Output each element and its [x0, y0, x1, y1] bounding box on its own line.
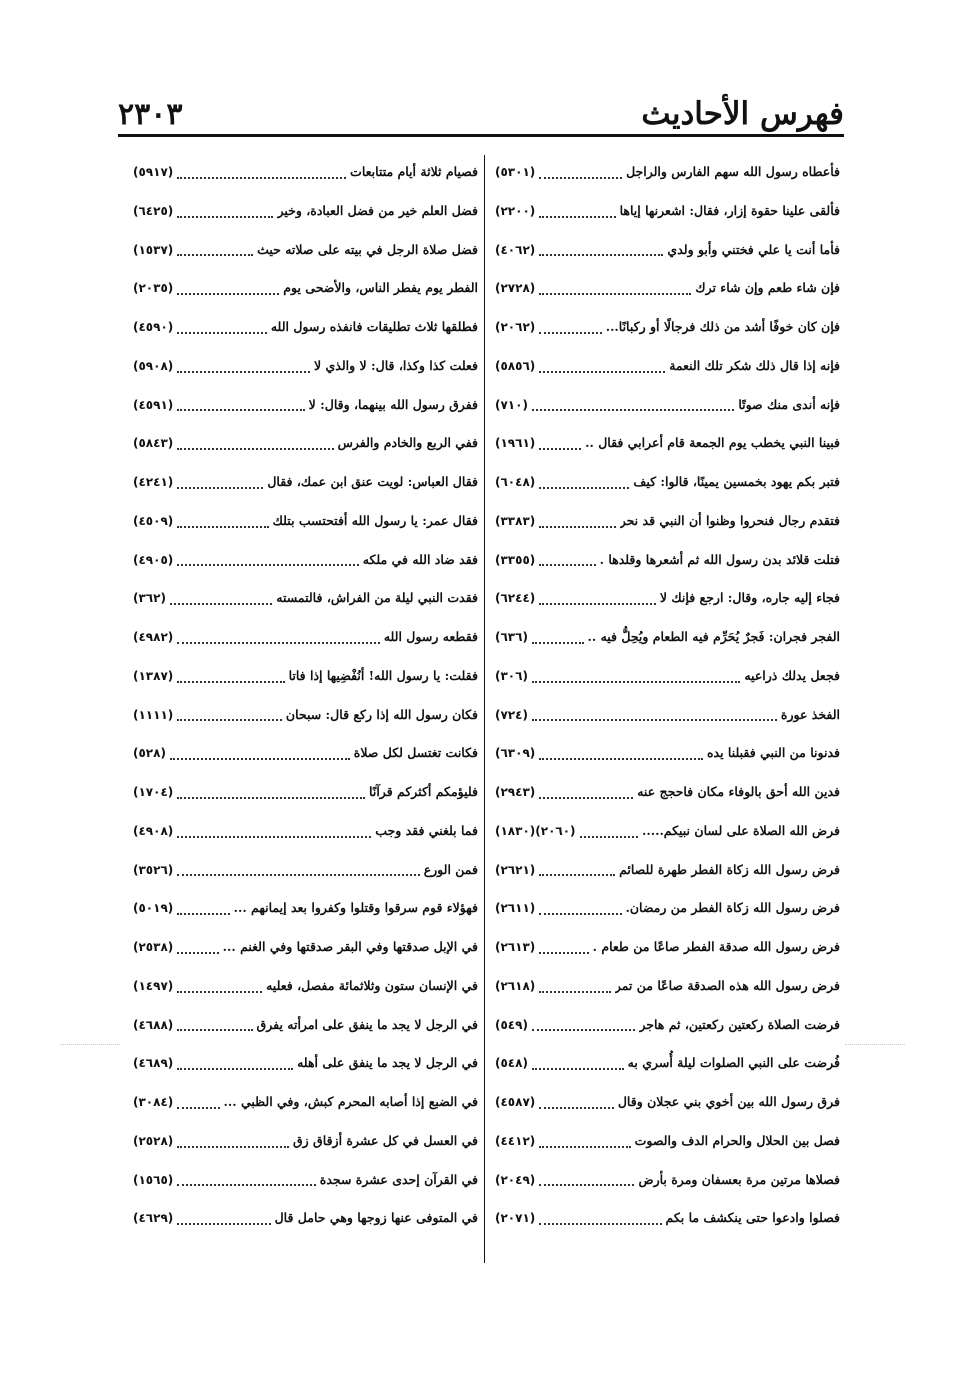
- hadith-number: (٢٦١٣): [495, 940, 536, 954]
- entry-text: ففرق رسول الله بينهما، وقال: لا: [308, 396, 478, 412]
- entry-text: فرض الله الصلاة على لسان نبيكم.....: [642, 822, 840, 838]
- index-entry: [133, 928, 478, 967]
- hadith-number: (٥٤٨): [495, 1056, 528, 1071]
- hadith-number: (٧١٠): [495, 397, 528, 412]
- entry-text: فإنه إذا قال ذلك شكر تلك النعمة: [669, 357, 840, 373]
- entry-text: فضل العلم خير من فضل العبادة، وخير: [277, 202, 478, 218]
- hadith-number: (٤٦٨٨): [133, 1017, 174, 1032]
- entry-text: فليؤمكم أكثركم قرآنًا: [369, 784, 478, 799]
- hadith-number: (٤٦٢٩): [133, 1211, 174, 1226]
- index-column-right: [495, 153, 840, 1238]
- header-rule: [118, 134, 844, 137]
- leader-dots: [539, 912, 621, 915]
- hadith-number: (٢٠٦٢): [495, 320, 536, 334]
- hadith-number: (٤٥٠٩): [133, 513, 174, 528]
- hadith-number: (٤٥٨٧): [495, 1095, 536, 1109]
- leader-dots: [532, 680, 740, 683]
- leader-dots: [532, 1028, 635, 1031]
- index-entry: [495, 734, 840, 773]
- hadith-number: (٥٠١٩): [133, 901, 174, 916]
- index-entry: [495, 192, 840, 231]
- index-entry: [495, 579, 840, 618]
- hadith-number: (١٨٣٠)(٢٠٦٠): [495, 823, 576, 838]
- index-entry: [495, 1083, 840, 1122]
- hadith-number: (٤٥٩٠): [133, 320, 174, 334]
- hadith-number: (٢٦٢١): [495, 862, 536, 877]
- index-entry: [495, 657, 840, 696]
- entry-text: الفجر فجران: فَجرٌ يُحَرِّم فيه الطعام ويُحِلُّ فيه ..: [587, 629, 840, 644]
- index-entry: [495, 153, 840, 192]
- entry-text: فصيام ثلاثة أيام متتابعات: [350, 164, 478, 179]
- leader-dots: [177, 835, 371, 838]
- index-entry: [495, 812, 840, 851]
- index-entry: [495, 347, 840, 386]
- hadith-number: (١٩٦١): [495, 436, 536, 451]
- index-entry: [133, 967, 478, 1006]
- hadith-number: (٢٥٣٨): [133, 940, 174, 954]
- hadith-number: (٢٧٢٨): [495, 281, 536, 296]
- index-entry: [495, 1199, 840, 1238]
- hadith-number: (١٥٦٥): [133, 1172, 174, 1187]
- hadith-number: (٦٤٢٥): [133, 203, 174, 218]
- entry-text: فقلت: يا رسول الله! أنُفْضِيها إذا فاتا: [288, 667, 478, 683]
- scan-artifact-right: [845, 1044, 905, 1045]
- page-header: [118, 84, 844, 130]
- entry-text: فجاء إليه جاره، وقال: ارجع فإنك لا: [659, 590, 840, 606]
- index-entry: [495, 1161, 840, 1200]
- entry-text: فصلاها مرتين مرة بعسفان ومرة بأرض: [638, 1171, 840, 1187]
- entry-text: فُرضت على النبي الصلوات ليلة أُسري به: [627, 1055, 840, 1071]
- hadith-number: (٦٣٠٩): [495, 746, 536, 761]
- leader-dots: [177, 1183, 316, 1186]
- entry-text: فدين الله أحق بالوفاء مكان فاحجج عنه: [637, 784, 840, 799]
- leader-dots: [539, 447, 581, 450]
- index-entry: [133, 618, 478, 657]
- entry-text: فقال عمر: يا رسول الله أفتحتسب بتلك: [272, 512, 478, 528]
- leader-dots: [539, 215, 615, 218]
- index-entry: [133, 347, 478, 386]
- index-entry: [133, 734, 478, 773]
- leader-dots: [177, 176, 346, 179]
- hadith-number: (٤٦٨٩): [133, 1056, 174, 1071]
- hadith-number: (١٥٣٧): [133, 242, 174, 257]
- hadith-number: (٤٩٨٢): [133, 630, 174, 644]
- index-entry: [133, 1122, 478, 1161]
- hadith-number: (١٤٩٧): [133, 978, 174, 993]
- hadith-number: (٣٠٦): [495, 668, 528, 683]
- entry-text: فرض رسول الله زكاة الفطر طهرة للصائم: [619, 861, 840, 877]
- hadith-number: (٥٣٠١): [495, 165, 536, 179]
- entry-text: فرض رسول الله زكاة الفطر من رمضان.: [625, 900, 840, 916]
- entry-text: فكانت تغتسل لكل صلاة: [353, 745, 478, 761]
- hadith-number: (٧٢٤): [495, 707, 528, 722]
- leader-dots: [532, 1067, 624, 1070]
- hadith-number: (٣٦٢): [133, 591, 166, 606]
- leader-dots: [177, 641, 380, 644]
- leader-dots: [539, 796, 633, 799]
- entry-text: فعلت كذا وكذا، قال: لا والذي لا: [314, 357, 478, 373]
- leader-dots: [177, 447, 333, 450]
- hadith-number: (٦٢٤٤): [495, 591, 536, 606]
- leader-dots: [532, 408, 734, 411]
- index-entry: [495, 967, 840, 1006]
- index-entry: [133, 308, 478, 347]
- entry-text: فرض رسول الله هذه الصدقة صاعًا من تمر: [614, 977, 840, 993]
- leader-dots: [177, 680, 284, 683]
- leader-dots: [539, 1145, 630, 1148]
- entry-text: فقطعه رسول الله: [383, 629, 478, 644]
- hadith-number: (٥٨٤٣): [133, 436, 174, 451]
- leader-dots: [539, 253, 663, 256]
- index-entry: [495, 424, 840, 463]
- entry-text: في الضبع إذا أصابه المحرم كبش، وفي الظبي ...: [223, 1094, 478, 1109]
- index-entry: [133, 424, 478, 463]
- hadith-number: (٥٩٠٨): [133, 358, 174, 373]
- entry-text: فقد ضاد الله في ملكه: [362, 551, 478, 567]
- index-entry: [133, 696, 478, 735]
- index-entry: [495, 1044, 840, 1083]
- entry-text: فقدت النبي ليلة من الفراش، فالتمسته: [276, 590, 478, 606]
- index-entry: [133, 1083, 478, 1122]
- leader-dots: [177, 486, 263, 489]
- leader-dots: [177, 370, 310, 373]
- entry-text: فمن الورع: [423, 861, 478, 877]
- entry-text: فقال العباس: لويت عنق ابن عمك، فقال: [267, 474, 478, 489]
- leader-dots: [177, 1222, 270, 1225]
- hadith-number: (٣٣٥٥): [495, 552, 536, 567]
- index-entry: [495, 386, 840, 425]
- index-entry: [133, 541, 478, 580]
- leader-dots: [539, 990, 611, 993]
- entry-text: في العسل في كل عشرة أزقاق زق: [292, 1132, 478, 1148]
- index-entry: [133, 269, 478, 308]
- leader-dots: [539, 873, 615, 876]
- entry-text: فتقدم رجال فنحروا وظنوا أن النبي قد نحر: [619, 512, 840, 528]
- hadith-number: (٥٢٨): [133, 746, 166, 761]
- index-entry: [495, 928, 840, 967]
- index-entry: [495, 231, 840, 270]
- hadith-number: (١٧٠٤): [133, 785, 174, 799]
- scan-artifact-left: [60, 1044, 120, 1045]
- entry-text: فكان رسول الله إذا ركع قال: سبحان: [285, 706, 478, 722]
- leader-dots: [177, 1067, 293, 1070]
- entry-text: فإنه أندى منك صوتًا: [738, 396, 840, 412]
- leader-dots: [170, 602, 272, 605]
- leader-dots: [539, 176, 622, 179]
- index-entry: [495, 696, 840, 735]
- entry-text: فرض رسول الله صدقة الفطر صاعًا من طعام .: [592, 939, 840, 954]
- hadith-number: (٢٠٣٥): [133, 281, 174, 296]
- hadith-number: (٤٩٠٨): [133, 823, 174, 838]
- entry-text: فطلقها ثلاث تطليقات فانفذه رسول الله: [270, 319, 478, 334]
- leader-dots: [539, 563, 595, 566]
- index-entry: [495, 618, 840, 657]
- leader-dots: [177, 1106, 219, 1109]
- column-divider: [484, 155, 485, 1263]
- entry-text: فرضت الصلاة ركعتين ركعتين، ثم هاجر: [639, 1016, 840, 1032]
- leader-dots: [170, 757, 350, 760]
- entry-text: فرق رسول الله بين أخوي بني عجلان وقال: [617, 1094, 840, 1109]
- entry-text: فصلوا وادعوا حتى ينكشف ما بكم: [665, 1210, 840, 1226]
- leader-dots: [177, 873, 419, 876]
- leader-dots: [532, 718, 777, 721]
- entry-text: فألقى علينا حقوة إزار، فقال: اشعرنها إياها: [619, 202, 840, 218]
- entry-text: فإن كان خوفًا أشد من ذلك فرجالًا أو ركبانًا...: [605, 319, 840, 334]
- index-entry: [495, 502, 840, 541]
- leader-dots: [539, 1222, 661, 1225]
- entry-text: فأما أنت يا علي فختني وأبو ولدي: [667, 241, 840, 257]
- leader-dots: [177, 990, 262, 993]
- hadith-number: (٤٢٤١): [133, 475, 174, 489]
- index-entry: [495, 463, 840, 502]
- entry-text: فما بلغني فقد وجب: [375, 822, 478, 838]
- leader-dots: [177, 951, 218, 954]
- entry-text: في الرجل لا يجد ما ينفق على امرأته يفرق: [256, 1016, 478, 1032]
- page-number: ٢٣٠٣: [118, 97, 183, 132]
- hadith-number: (٥٩١٧): [133, 165, 174, 179]
- entry-text: فجعل يدلك ذراعيه: [744, 667, 840, 683]
- index-entry: [133, 812, 478, 851]
- hadith-number: (٦٣٦): [495, 630, 528, 644]
- leader-dots: [177, 1145, 289, 1148]
- hadith-number: (٢٦١١): [495, 901, 536, 916]
- index-entry: [495, 1006, 840, 1045]
- entry-text: ففي الربع والخادم والفرس: [337, 435, 478, 451]
- leader-dots: [177, 1028, 252, 1031]
- leader-dots: [539, 370, 665, 373]
- index-entry: [133, 773, 478, 812]
- hadith-number: (٥٤٩): [495, 1017, 528, 1032]
- leader-dots: [539, 1183, 634, 1186]
- index-title: فهرس الأحاديث: [641, 96, 844, 132]
- entry-text: فتبر بكم يهود بخمسين يمينًا، قالوا: كيف: [633, 474, 840, 489]
- index-entry: [133, 153, 478, 192]
- leader-dots: [177, 718, 282, 721]
- index-entry: [495, 308, 840, 347]
- leader-dots: [539, 292, 691, 295]
- hadith-number: (٤٥٩١): [133, 397, 174, 412]
- leader-dots: [539, 331, 601, 334]
- hadith-number: (٢٠٤٩): [495, 1172, 536, 1187]
- hadith-number: (١١١١): [133, 707, 174, 722]
- hadith-number: (٢٦١٨): [495, 978, 536, 993]
- leader-dots: [177, 408, 304, 411]
- index-entry: [495, 269, 840, 308]
- entry-text: في الإنسان ستون وثلاثمائة مفصل، فعليه: [266, 977, 478, 993]
- leader-dots: [539, 757, 703, 760]
- index-entry: [133, 579, 478, 618]
- index-entry: [133, 386, 478, 425]
- hadith-number: (٤٠٦٢): [495, 242, 536, 257]
- leader-dots: [177, 525, 268, 528]
- index-entry: [495, 851, 840, 890]
- index-entry: [133, 192, 478, 231]
- index-entry: [495, 1122, 840, 1161]
- index-entry: [133, 1006, 478, 1045]
- leader-dots: [177, 796, 365, 799]
- entry-text: الفخذ عورة: [780, 706, 840, 722]
- leader-dots: [539, 602, 656, 605]
- hadith-number: (٣٣٨٣): [495, 513, 536, 528]
- entry-text: فتلت قلائد بدن رسول الله ثم أشعرها وقلدها .: [599, 551, 840, 567]
- hadith-number: (٦٠٤٨): [495, 475, 536, 489]
- leader-dots: [177, 912, 229, 915]
- entry-text: فهؤلاء قوم سرقوا وقتلوا وكفروا بعد إيمانهم ...: [233, 900, 478, 916]
- index-entry: [495, 541, 840, 580]
- index-entry: [133, 1161, 478, 1200]
- hadith-number: (٢٥٢٨): [133, 1133, 174, 1148]
- leader-dots: [539, 1106, 614, 1109]
- index-column-left: [133, 153, 478, 1238]
- entry-text: في الرجل لا يجد ما ينفق على أهله: [297, 1055, 478, 1071]
- index-entry: [133, 463, 478, 502]
- entry-text: الفطر يوم يفطر الناس، والأضحى يوم: [283, 280, 478, 296]
- index-entry: [133, 889, 478, 928]
- index-entry: [133, 657, 478, 696]
- leader-dots: [539, 525, 615, 528]
- index-entry: [133, 502, 478, 541]
- leader-dots: [539, 951, 588, 954]
- hadith-number: (٢٩٤٣): [495, 785, 536, 799]
- hadith-number: (٢٢٠٠): [495, 203, 536, 218]
- entry-text: في المتوفى عنها زوجها وهي حامل قال: [274, 1210, 478, 1226]
- leader-dots: [177, 253, 253, 256]
- hadith-number: (٥٨٥٦): [495, 358, 536, 373]
- index-entry: [133, 1044, 478, 1083]
- entry-text: فصل بين الحلال والحرام الدف والصوت: [634, 1132, 840, 1148]
- leader-dots: [539, 486, 629, 489]
- hadith-number: (١٣٨٧): [133, 668, 174, 683]
- entry-text: فضل صلاة الرجل في بيته على صلاته حيث: [257, 241, 478, 257]
- hadith-number: (٤٩٠٥): [133, 552, 174, 567]
- leader-dots: [580, 835, 639, 838]
- hadith-number: (٣٠٨٤): [133, 1095, 174, 1109]
- index-entry: [133, 231, 478, 270]
- entry-text: فبينا النبي يخطب يوم الجمعة قام أعرابي فقال ..: [585, 435, 840, 451]
- entry-text: فأعطاه رسول الله سهم الفارس والراجل: [626, 164, 840, 179]
- entry-text: فدنونا من النبي فقبلنا يده: [706, 745, 840, 761]
- leader-dots: [177, 563, 359, 566]
- hadith-number: (٣٥٢٦): [133, 862, 174, 877]
- leader-dots: [532, 641, 584, 644]
- leader-dots: [177, 331, 267, 334]
- hadith-number: (٢٠٧١): [495, 1211, 536, 1226]
- index-entry: [133, 1199, 478, 1238]
- index-entry: [133, 851, 478, 890]
- entry-text: فإن شاء طعم وإن شاء ترك: [695, 280, 840, 296]
- leader-dots: [177, 215, 273, 218]
- entry-text: في القرآن إحدى عشرة سجدة: [319, 1171, 478, 1187]
- index-entry: [495, 773, 840, 812]
- entry-text: في الإبل صدقتها وفي البقر صدقتها وفي الغنم ...: [222, 939, 478, 954]
- index-entry: [495, 889, 840, 928]
- leader-dots: [177, 292, 279, 295]
- hadith-number: (٤٤١٢): [495, 1133, 536, 1148]
